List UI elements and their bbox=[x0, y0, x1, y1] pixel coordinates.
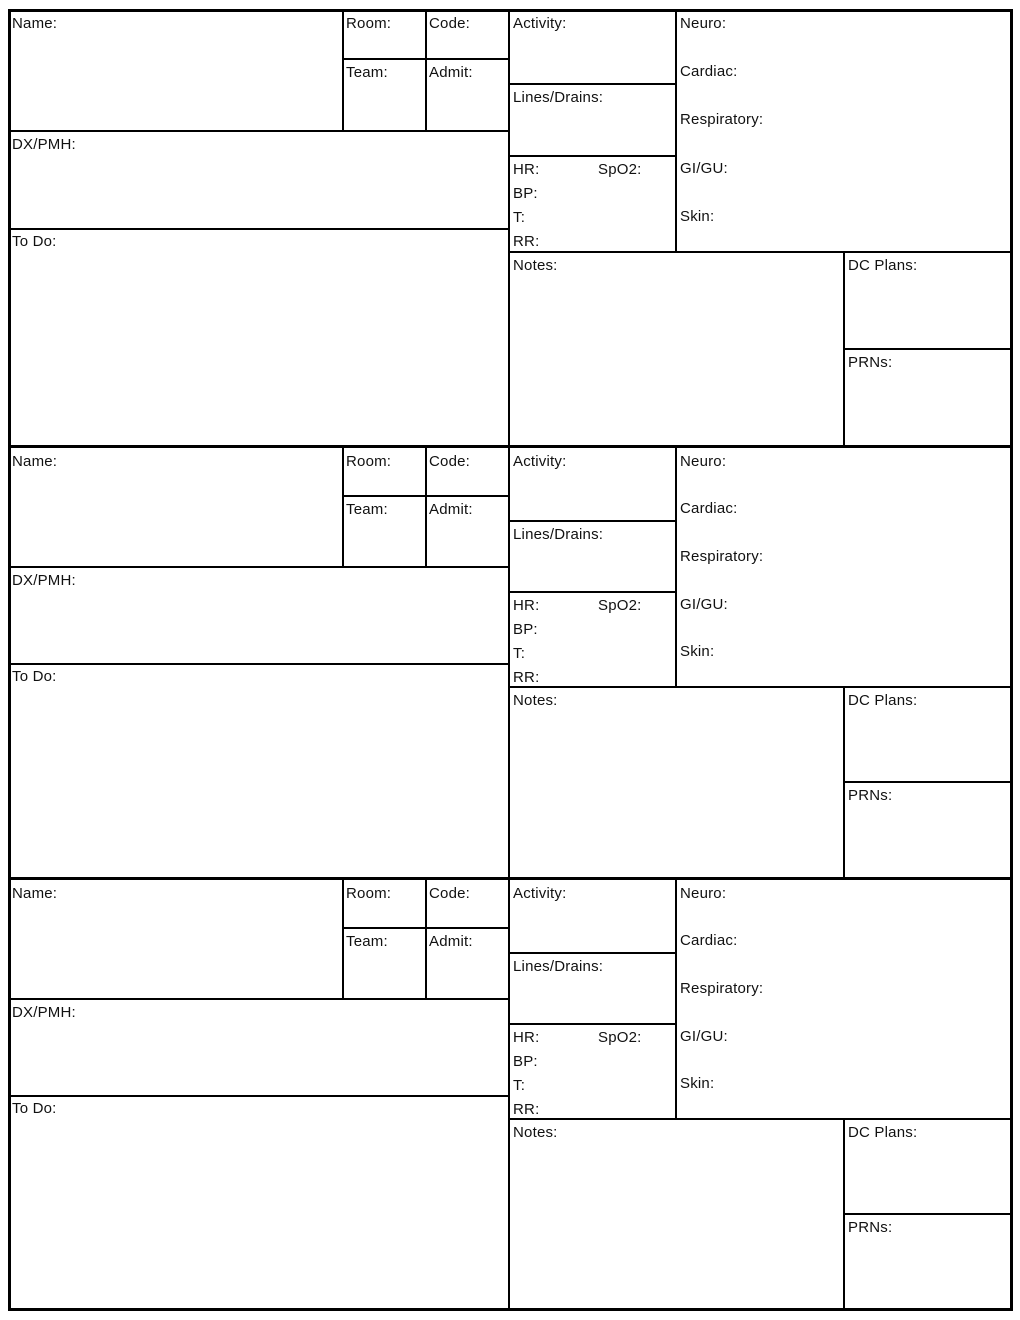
horizontal-rule bbox=[509, 1118, 1012, 1120]
activity-label: Activity: bbox=[513, 885, 567, 902]
patient-panel-1 bbox=[8, 9, 1012, 447]
vertical-rule bbox=[342, 879, 344, 999]
vertical-rule bbox=[843, 687, 845, 879]
admit-label: Admit: bbox=[429, 501, 473, 518]
vertical-rule bbox=[675, 447, 677, 687]
admit-label: Admit: bbox=[429, 64, 473, 81]
gi-gu-label: GI/GU: bbox=[680, 1028, 728, 1045]
bp-label: BP: bbox=[513, 185, 538, 202]
bp-label: BP: bbox=[513, 1053, 538, 1070]
skin-label: Skin: bbox=[680, 1075, 715, 1092]
gi-gu-label: GI/GU: bbox=[680, 160, 728, 177]
horizontal-rule bbox=[844, 781, 1012, 783]
dx-pmh-field[interactable] bbox=[8, 131, 509, 229]
dc-plans-label: DC Plans: bbox=[848, 1124, 918, 1141]
name-field[interactable] bbox=[8, 879, 343, 999]
todo-field[interactable] bbox=[8, 229, 509, 447]
team-label: Team: bbox=[346, 64, 388, 81]
todo-label: To Do: bbox=[12, 233, 57, 250]
bp-label: BP: bbox=[513, 621, 538, 638]
lines-drains-label: Lines/Drains: bbox=[513, 526, 604, 543]
horizontal-rule bbox=[343, 495, 509, 497]
horizontal-rule bbox=[844, 1213, 1012, 1215]
notes-field[interactable] bbox=[509, 687, 844, 879]
vertical-rule bbox=[675, 879, 677, 1119]
prns-label: PRNs: bbox=[848, 1219, 893, 1236]
dx-pmh-label: DX/PMH: bbox=[12, 572, 76, 589]
skin-label: Skin: bbox=[680, 208, 715, 225]
notes-field[interactable] bbox=[509, 252, 844, 447]
team-label: Team: bbox=[346, 501, 388, 518]
dc-plans-label: DC Plans: bbox=[848, 692, 918, 709]
patient-panel-3 bbox=[8, 879, 1012, 1311]
neuro-label: Neuro: bbox=[680, 885, 727, 902]
vertical-rule bbox=[342, 9, 344, 131]
horizontal-rule bbox=[8, 130, 509, 132]
vertical-rule bbox=[675, 9, 677, 252]
horizontal-rule bbox=[509, 83, 676, 85]
cardiac-label: Cardiac: bbox=[680, 932, 738, 949]
rr-label: RR: bbox=[513, 233, 540, 250]
systems-assessment-field[interactable] bbox=[676, 447, 1012, 687]
hr-label: HR: bbox=[513, 597, 540, 614]
todo-label: To Do: bbox=[12, 668, 57, 685]
spo2-label: SpO2: bbox=[598, 597, 642, 614]
vertical-rule bbox=[425, 9, 427, 131]
notes-label: Notes: bbox=[513, 1124, 558, 1141]
activity-label: Activity: bbox=[513, 453, 567, 470]
name-label: Name: bbox=[12, 15, 58, 32]
horizontal-rule bbox=[509, 1023, 676, 1025]
horizontal-rule bbox=[844, 348, 1012, 350]
horizontal-rule bbox=[509, 686, 1012, 688]
code-label: Code: bbox=[429, 15, 471, 32]
t-label: T: bbox=[513, 645, 526, 662]
dx-pmh-label: DX/PMH: bbox=[12, 136, 76, 153]
respiratory-label: Respiratory: bbox=[680, 111, 764, 128]
dx-pmh-field[interactable] bbox=[8, 999, 509, 1096]
spo2-label: SpO2: bbox=[598, 161, 642, 178]
notes-label: Notes: bbox=[513, 257, 558, 274]
horizontal-rule bbox=[343, 58, 509, 60]
patient-panel-2 bbox=[8, 447, 1012, 879]
hr-label: HR: bbox=[513, 161, 540, 178]
lines-drains-label: Lines/Drains: bbox=[513, 89, 604, 106]
prns-label: PRNs: bbox=[848, 787, 893, 804]
horizontal-rule bbox=[509, 520, 676, 522]
name-field[interactable] bbox=[8, 447, 343, 567]
cardiac-label: Cardiac: bbox=[680, 63, 738, 80]
todo-field[interactable] bbox=[8, 1096, 509, 1311]
neuro-label: Neuro: bbox=[680, 453, 727, 470]
code-label: Code: bbox=[429, 885, 471, 902]
respiratory-label: Respiratory: bbox=[680, 548, 764, 565]
t-label: T: bbox=[513, 1077, 526, 1094]
vertical-rule bbox=[508, 9, 510, 447]
systems-assessment-field[interactable] bbox=[676, 9, 1012, 252]
t-label: T: bbox=[513, 209, 526, 226]
todo-label: To Do: bbox=[12, 1100, 57, 1117]
todo-field[interactable] bbox=[8, 664, 509, 879]
code-label: Code: bbox=[429, 453, 471, 470]
vertical-rule bbox=[843, 1119, 845, 1311]
spo2-label: SpO2: bbox=[598, 1029, 642, 1046]
horizontal-rule bbox=[8, 566, 509, 568]
respiratory-label: Respiratory: bbox=[680, 980, 764, 997]
horizontal-rule bbox=[509, 155, 676, 157]
team-label: Team: bbox=[346, 933, 388, 950]
cardiac-label: Cardiac: bbox=[680, 500, 738, 517]
notes-label: Notes: bbox=[513, 692, 558, 709]
horizontal-rule bbox=[509, 952, 676, 954]
dc-plans-label: DC Plans: bbox=[848, 257, 918, 274]
hr-label: HR: bbox=[513, 1029, 540, 1046]
horizontal-rule bbox=[8, 1095, 509, 1097]
lines-drains-label: Lines/Drains: bbox=[513, 958, 604, 975]
dx-pmh-label: DX/PMH: bbox=[12, 1004, 76, 1021]
admit-label: Admit: bbox=[429, 933, 473, 950]
name-label: Name: bbox=[12, 885, 58, 902]
horizontal-rule bbox=[509, 591, 676, 593]
horizontal-rule bbox=[8, 228, 509, 230]
horizontal-rule bbox=[8, 998, 509, 1000]
room-label: Room: bbox=[346, 453, 392, 470]
vertical-rule bbox=[508, 447, 510, 879]
gi-gu-label: GI/GU: bbox=[680, 596, 728, 613]
prns-label: PRNs: bbox=[848, 354, 893, 371]
rr-label: RR: bbox=[513, 669, 540, 686]
neuro-label: Neuro: bbox=[680, 15, 727, 32]
vertical-rule bbox=[508, 879, 510, 1311]
name-field[interactable] bbox=[8, 9, 343, 131]
horizontal-rule bbox=[8, 663, 509, 665]
systems-assessment-field[interactable] bbox=[676, 879, 1012, 1119]
horizontal-rule bbox=[343, 927, 509, 929]
activity-label: Activity: bbox=[513, 15, 567, 32]
rr-label: RR: bbox=[513, 1101, 540, 1118]
horizontal-rule bbox=[509, 251, 1012, 253]
dx-pmh-field[interactable] bbox=[8, 567, 509, 664]
room-label: Room: bbox=[346, 885, 392, 902]
name-label: Name: bbox=[12, 453, 58, 470]
skin-label: Skin: bbox=[680, 643, 715, 660]
vertical-rule bbox=[425, 447, 427, 567]
vertical-rule bbox=[425, 879, 427, 999]
room-label: Room: bbox=[346, 15, 392, 32]
notes-field[interactable] bbox=[509, 1119, 844, 1311]
vertical-rule bbox=[342, 447, 344, 567]
